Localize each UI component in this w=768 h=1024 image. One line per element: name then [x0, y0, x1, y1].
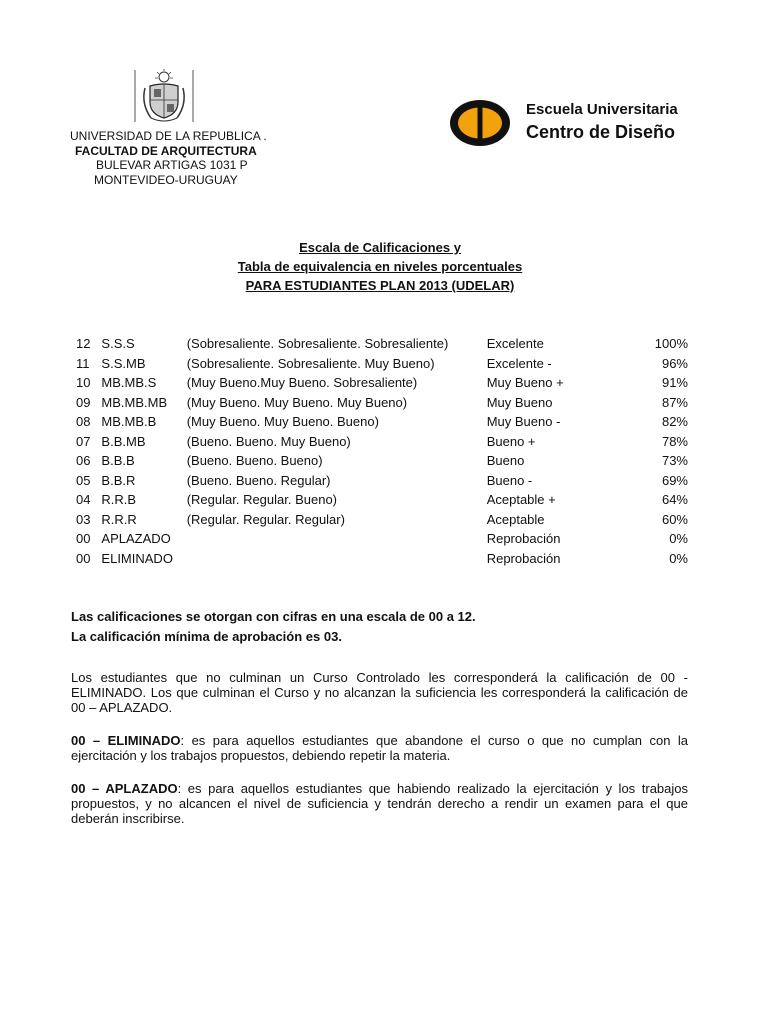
- grade-percentage: 0%: [669, 531, 688, 547]
- university-crest-icon: [133, 68, 195, 124]
- paragraph-aplazado: [71, 781, 688, 826]
- grade-percentage: 82%: [661, 414, 688, 430]
- grade-equivalence: Reprobación: [486, 531, 561, 547]
- grade-code: R.R.B: [101, 492, 137, 508]
- grade-description: (Regular. Regular. Regular): [186, 511, 345, 527]
- grade-number: 06: [76, 453, 91, 469]
- grade-percentage: 64%: [661, 492, 688, 508]
- grade-equivalence: Excelente -: [486, 355, 552, 371]
- minimum-grade-note: La calificación mínima de aprobación es 03.: [71, 629, 342, 644]
- grade-number: 05: [76, 472, 91, 488]
- street-address: BULEVAR ARTIGAS 1031 P: [96, 158, 248, 172]
- grade-percentage: 60%: [661, 511, 688, 527]
- grade-description: (Muy Bueno. Muy Bueno. Muy Bueno): [186, 394, 408, 410]
- grade-equivalence: Aceptable +: [486, 492, 556, 508]
- grade-number: 09: [76, 394, 91, 410]
- school-name-line1: Escuela Universitaria: [526, 101, 678, 118]
- grade-equivalence: Aceptable: [486, 511, 545, 527]
- school-name-line2: Centro de Diseño: [526, 122, 676, 142]
- grade-percentage: 78%: [661, 433, 688, 449]
- grade-number: 07: [76, 433, 91, 449]
- faculty-name: FACULTAD DE ARQUITECTURA: [75, 143, 257, 158]
- grade-percentage: 96%: [661, 355, 688, 371]
- grade-number: 00: [76, 550, 91, 566]
- grade-code: ELIMINADO: [101, 550, 173, 566]
- university-address: [70, 129, 267, 187]
- grades-table: [76, 334, 696, 568]
- grade-equivalence: Bueno -: [486, 472, 533, 488]
- grade-percentage: 91%: [661, 375, 688, 391]
- table-row: [76, 412, 696, 432]
- definition-aplazado: : es para aquellos estudiantes que habiendo realizado la ejercitación y los trabajos propuestos, y no alcancen el nivel de suficiencia y tendrán derecho a rendir un examen para el que deberán inscribirse.: [71, 781, 688, 826]
- grade-number: 00: [76, 531, 91, 547]
- grade-equivalence: Reprobación: [486, 550, 561, 566]
- grade-code: MB.MB.S: [101, 375, 157, 391]
- grade-description: (Muy Bueno. Muy Bueno. Bueno): [186, 414, 379, 430]
- term-eliminado: 00 – ELIMINADO: [71, 733, 181, 748]
- scale-note: Las calificaciones se otorgan con cifras en una escala de 00 a 12.: [71, 609, 476, 624]
- grade-percentage: 100%: [654, 336, 688, 352]
- grade-description: (Sobresaliente. Sobresaliente. Muy Bueno): [186, 355, 435, 371]
- table-row: [76, 393, 696, 413]
- document-title: [0, 238, 760, 295]
- school-name: [526, 100, 678, 144]
- grade-equivalence: Bueno: [486, 453, 525, 469]
- term-aplazado: 00 – APLAZADO: [71, 781, 178, 796]
- definition-eliminado: : es para aquellos estudiantes que abandone el curso o que no cumplan con la ejercitación y los trabajos propuestos, debiendo repetir la materia.: [71, 733, 688, 763]
- grade-code: MB.MB.MB: [101, 394, 168, 410]
- title-line-3: PARA ESTUDIANTES PLAN 2013 (UDELAR): [245, 278, 515, 293]
- grade-description: (Bueno. Bueno. Muy Bueno): [186, 433, 351, 449]
- grade-percentage: 87%: [661, 394, 688, 410]
- grade-equivalence: Bueno +: [486, 433, 536, 449]
- grade-code: S.S.MB: [101, 355, 146, 371]
- grade-code: R.R.R: [101, 511, 137, 527]
- table-row: [76, 529, 696, 549]
- table-row: [76, 510, 696, 530]
- grade-equivalence: Muy Bueno: [486, 394, 553, 410]
- grade-description: [187, 529, 487, 549]
- grade-number: 03: [76, 511, 91, 527]
- grade-number: 04: [76, 492, 91, 508]
- table-row: [76, 432, 696, 452]
- grade-code: MB.MB.B: [101, 414, 157, 430]
- table-row: [76, 490, 696, 510]
- paragraph-eliminado: [71, 733, 688, 763]
- grade-number: 10: [76, 375, 91, 391]
- grade-description: (Sobresaliente. Sobresaliente. Sobresaliente): [186, 336, 449, 352]
- grade-description: (Muy Bueno.Muy Bueno. Sobresaliente): [186, 375, 418, 391]
- grade-code: B.B.B: [101, 453, 135, 469]
- grade-description: (Bueno. Bueno. Regular): [186, 472, 331, 488]
- table-row: [76, 373, 696, 393]
- table-row: [76, 334, 696, 354]
- title-line-1: Escala de Calificaciones y: [299, 240, 461, 255]
- grade-number: 11: [76, 355, 90, 371]
- table-row: [76, 549, 696, 569]
- paragraph-general: Los estudiantes que no culminan un Curso Controlado les corresponderá la calificación de 00 - ELIMINADO. Los que culminan el Curso y no alcanzan la suficiencia les corresponderá la calificación de 00 – APLAZADO.: [71, 670, 688, 715]
- grade-percentage: 0%: [669, 550, 688, 566]
- grade-percentage: 69%: [661, 472, 688, 488]
- grade-description: (Bueno. Bueno. Bueno): [186, 453, 323, 469]
- grade-code: APLAZADO: [101, 531, 171, 547]
- table-row: [76, 471, 696, 491]
- grade-code: B.B.R: [101, 472, 136, 488]
- university-name: UNIVERSIDAD DE LA REPUBLICA .: [70, 129, 267, 143]
- title-line-2: Tabla de equivalencia en niveles porcentuales: [237, 259, 523, 274]
- grade-equivalence: Muy Bueno -: [486, 414, 561, 430]
- table-row: [76, 354, 696, 374]
- grade-number: 08: [76, 414, 91, 430]
- grade-code: S.S.S: [101, 336, 135, 352]
- grade-description: (Regular. Regular. Bueno): [186, 492, 338, 508]
- city-country: MONTEVIDEO-URUGUAY: [94, 172, 238, 187]
- grade-equivalence: Muy Bueno +: [486, 375, 564, 391]
- table-row: [76, 451, 696, 471]
- grade-percentage: 73%: [661, 453, 688, 469]
- grade-number: 12: [76, 336, 91, 352]
- grade-description: [187, 549, 487, 569]
- grade-equivalence: Excelente: [486, 336, 544, 352]
- grade-code: B.B.MB: [101, 433, 146, 449]
- school-logo-icon: [448, 98, 512, 148]
